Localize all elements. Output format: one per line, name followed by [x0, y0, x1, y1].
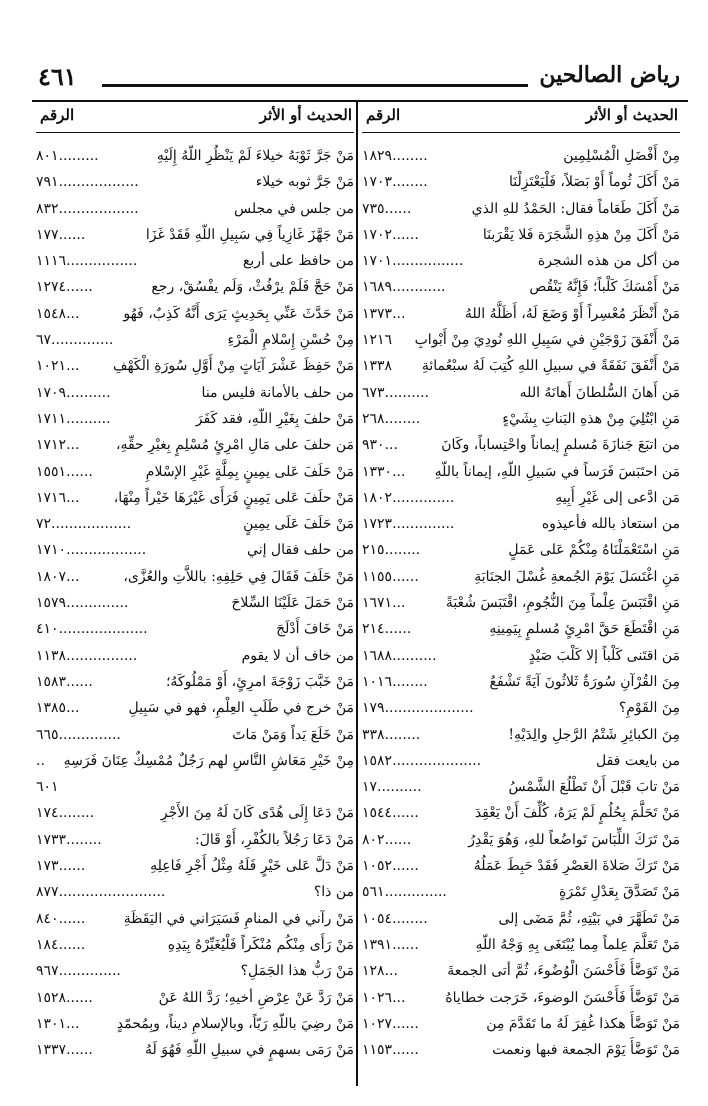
entry-text: مَنْ تَطَهَّرَ في بَيْتِهِ، ثُمَّ مَضَى إلى — [498, 910, 680, 927]
index-entry — [362, 616, 680, 642]
entry-text: مَنْ دَعَا إِلَى هُدًى كَانَ لَهُ مِنَ الأَجْرِ — [160, 805, 354, 822]
index-entry — [36, 879, 354, 905]
index-entry — [362, 748, 680, 774]
index-entry — [362, 537, 680, 563]
entry-text: مَنْ تَحَلَّمَ بِحُلُمٍ لَمْ يَرَهُ، كُلِّفَ أَنْ يَعْقِدَ — [474, 805, 680, 822]
entry-text: من خاف أن لا يقوم — [241, 647, 354, 664]
index-entry — [36, 774, 354, 800]
index-entry — [362, 327, 680, 353]
index-entry — [362, 432, 680, 458]
entry-number: ......٢١٤ — [362, 621, 412, 638]
entry-text: مَنِ اقْتَطَعَ حَقَّ امْرِئٍ مُسلمٍ بِيَمِينِهِ — [489, 621, 680, 638]
entry-text: مَن حلفَ على مَالِ امْرِئٍ مُسْلِمٍ بِغيْرِ حقِّهِ، — [115, 437, 354, 454]
entry-text: مَنْ حَلَفَ فَقَالَ فِي حَلِفِهِ: باللاَّتِ والعُزَّى، — [123, 568, 354, 585]
book-title: رياض الصالحين — [539, 62, 680, 88]
entry-text: مَنْ تَرَكَ صَلاةَ العَصْرِ فَقَدْ حَبِطَ عَمَلُهُ — [473, 858, 680, 875]
entry-number: ................١١١٦ — [36, 253, 138, 270]
entry-number: ..................٧٩١ — [36, 174, 139, 191]
entry-text: مَنْ جَرَّ ثوبه خيلاء — [255, 174, 354, 191]
index-entry — [362, 1011, 680, 1037]
entry-number: ..............١٧٢٣ — [362, 516, 455, 533]
entry-number: ........١٠٥٤ — [362, 910, 428, 927]
entry-number: ...١٦٧١ — [362, 595, 406, 612]
entry-number: ١٢١٦ — [362, 332, 393, 349]
entry-number: ..............٩٦٧ — [36, 963, 121, 980]
index-column-right — [362, 100, 680, 1063]
entry-number: ......١٠٢٧ — [362, 1015, 419, 1032]
entry-text: مَنْ دَلَّ عَلى خَيْرٍ فَلَهُ مِثْلُ أَجْرِ فَاعِلِهِ — [150, 858, 354, 875]
entry-number: ..........٦٧٣ — [362, 384, 430, 401]
column-label: الحديث أو الأثر — [585, 106, 678, 124]
entry-number: ........١٠١٦ — [362, 673, 428, 690]
index-rows-right — [362, 143, 680, 1063]
index-entry — [362, 590, 680, 616]
entry-text: مَنِ ابْتُلِيَ مِنْ هذهِ البَناتِ بِشَيْءٍ — [502, 410, 680, 427]
index-entry — [362, 143, 680, 169]
index-entry — [36, 564, 354, 590]
entry-number: ....................٤١٠ — [36, 621, 148, 638]
entry-text: مَنْ حَلَفَ عَلَى يمِينٍ — [243, 516, 354, 533]
entry-number: ........١٨٢٩ — [362, 148, 428, 164]
entry-number: .........٨٠١ — [36, 148, 99, 164]
index-column-left — [36, 100, 354, 1063]
entry-number: ..................٨٣٢ — [36, 200, 139, 217]
index-entry — [362, 722, 680, 748]
entry-text: من حلف فقال إني — [247, 542, 354, 559]
entry-number: ......١٨٤ — [36, 936, 86, 953]
entry-text: مَنْ خَلَعَ يَداً وَمَنْ مَاتَ — [232, 726, 354, 743]
entry-text: من اتبَعَ جَنازَةَ مُسلمٍ إيماناً واحْتِساباً، وكَانَ — [441, 437, 680, 454]
entry-number: ..............١٨٠٢ — [362, 489, 455, 506]
header-rule — [102, 84, 528, 87]
entry-number: ..........١٧ — [362, 779, 422, 796]
entry-number: ٦٠١ — [36, 779, 59, 796]
entry-text: من ذا؟ — [313, 884, 354, 901]
entry-text: مَنْ حَجَّ فَلَمْ يرْفُثْ، وَلَم يفْسُقْ، رجع — [151, 279, 354, 296]
entry-number: ........١٧٣٣ — [36, 831, 102, 848]
entry-text: مَنْ رضِيَ باللّهِ رَبّاً، وبالإسلامِ ديناً، وبِمُحمّدٍ — [116, 1015, 354, 1032]
index-entry — [36, 827, 354, 853]
index-entry — [36, 248, 354, 274]
entry-number: ......١٥٢٨ — [36, 989, 93, 1006]
entry-number: ..............٦٧ — [36, 332, 114, 349]
entry-number: ...١٨٠٧ — [36, 568, 80, 585]
entry-text: مَن ادَّعى إلى غَيْرِ أَبِيهِ — [555, 489, 680, 506]
index-entry — [36, 353, 354, 379]
entry-text: من بايعت فقل — [596, 752, 680, 769]
entry-number: ..................١٧١٠ — [36, 542, 147, 559]
index-entry — [36, 853, 354, 879]
index-entry — [362, 906, 680, 932]
entry-number: ......١٥٤٤ — [362, 805, 419, 822]
index-entry — [362, 406, 680, 432]
entry-number: ......١٣٩١ — [362, 936, 419, 953]
column-label: الحديث أو الأثر — [259, 106, 352, 124]
entry-text: مَن أَهانَ السُّلطانَ أَهانَهُ الله — [519, 384, 680, 401]
index-entry — [36, 274, 354, 300]
entry-number: ..........١٧١١ — [36, 410, 111, 427]
entry-number: ......١٢٧٤ — [36, 279, 93, 296]
page-header — [32, 60, 688, 100]
entry-text: مَنْ جَهَّزَ غَازِياً فِي سَبِيلِ اللّهِ فَقَدْ غَزَا — [145, 226, 354, 243]
index-entry — [36, 327, 354, 353]
entry-number: ......١٧٧ — [36, 226, 86, 243]
index-entry — [362, 827, 680, 853]
entry-number: ...١٧١٦ — [36, 489, 80, 506]
index-entry — [362, 169, 680, 195]
page-number: ٤٦١ — [38, 62, 77, 91]
index-rows-left — [36, 143, 354, 1063]
index-entry — [36, 511, 354, 537]
index-entry — [36, 1037, 354, 1063]
index-entry — [36, 800, 354, 826]
entry-number: ......١٥٨٣ — [36, 673, 93, 690]
entry-text: مَنْ حلفَ بِغَيْرِ اللّهِ، فقد كَفَرَ — [195, 410, 354, 427]
entry-text: مَنْ تَوَضَّأَ فَأَحْسَنَ الوضوءَ، خَرَجت خطاياهُ — [445, 989, 680, 1006]
entry-text: مَنْ أَكَلَ طَعَاماً فقال: الحَمْدُ للهِ الذي — [471, 200, 680, 217]
index-entry — [362, 301, 680, 327]
entry-number: .. — [36, 752, 45, 769]
entry-text: مِنَ القُرْآنِ سُورَةٌ ثَلاثُونَ آيَةً تَشْفَعُ — [489, 673, 680, 690]
index-entry — [36, 406, 354, 432]
entry-number: ...١٧١٢ — [36, 437, 80, 454]
index-entry — [36, 985, 354, 1011]
index-entry — [362, 800, 680, 826]
entry-text: من استعاذ بالله فأعيذوه — [541, 516, 680, 533]
entry-text: مَنْ رَبُّ هذا الجَمَلِ؟ — [240, 963, 354, 980]
entry-text: مَن احتَبَسَ فَرَساً في سَبيلِ اللّهِ، إيماناً باللّهِ — [434, 463, 680, 480]
entry-number: ...١٠٢٦ — [362, 989, 406, 1006]
index-entry — [362, 222, 680, 248]
column-header-left — [36, 100, 354, 133]
entry-number: ................١١٣٨ — [36, 647, 138, 664]
index-entry — [36, 459, 354, 485]
entry-text: مَنْ حَفِظَ عَشْرَ آيَاتٍ مِنْ أَوَّلِ سُورَةِ الْكَهْفِ — [112, 358, 354, 375]
entry-text: مَنْ حَمَلَ عَلَيْنَا السِّلاحَ — [231, 595, 354, 612]
index-entry — [362, 459, 680, 485]
index-entry — [36, 590, 354, 616]
entry-text: مَنْ تَصَدَّقَ بِعَدْلِ تَمْرَةٍ — [559, 884, 680, 901]
index-entry — [36, 722, 354, 748]
entry-text: مَنْ حَدَّثَ عَنِّي بِحَدِيثٍ يَرَى أَنَّهُ كَذِبٌ، فَهُو — [123, 305, 354, 322]
entry-text: مَنْ تَوَضَّأَ يَوْمَ الجمعة فبها ونعمت — [492, 1042, 680, 1059]
entry-number: ........................٨٧٧ — [36, 884, 166, 901]
index-entry — [36, 906, 354, 932]
entry-number: ...١٣٠١ — [36, 1015, 80, 1032]
entry-number: ...١٥٤٨ — [36, 305, 80, 322]
entry-number: ........٣٣٨ — [362, 726, 421, 743]
entry-text: مَنْ حلَفَ عَلى يَمِينٍ فَرَأَى غَيْرَهَا خَيْراً مِنْهَا، — [113, 489, 354, 506]
entry-text: مَنْ رَدَّ عَنْ عِرْضِ أخيهِ؛ رَدَّ اللهُ عَنْ — [158, 989, 354, 1006]
index-entry — [362, 643, 680, 669]
index-entry — [36, 958, 354, 984]
entry-text: مَن اقتَنى كَلْباً إلا كَلْبَ صَيْدٍ — [528, 647, 680, 664]
entry-number: ..........١٧٠٩ — [36, 384, 111, 401]
index-entry — [362, 564, 680, 590]
entry-text: مِنْ أَفْضَلِ الْمُسْلِمِين — [563, 148, 680, 164]
index-entry — [362, 353, 680, 379]
entry-text: من حلف بالأمانة فليس منا — [201, 384, 354, 401]
entry-number: ........٢١٥ — [362, 542, 421, 559]
index-entry — [362, 274, 680, 300]
entry-text: مَنْ رَمَى بسهمٍ في سبيلِ اللّهِ فَهُوَ لَهُ — [145, 1042, 354, 1059]
index-entry — [36, 196, 354, 222]
entry-text — [61, 774, 354, 800]
entry-text: مَنْ خرج في طَلَبِ العِلْمِ، فهو في سَبِيلِ — [128, 700, 354, 717]
index-entry — [362, 853, 680, 879]
entry-number: ......١٧٠٢ — [362, 226, 419, 243]
index-entry — [362, 985, 680, 1011]
entry-text: مَنِ اقْتَبَسَ عِلْماً مِنَ النُّجُومِ، اقْتَبَسَ شُعْبَةً — [445, 595, 680, 612]
index-entry — [36, 301, 354, 327]
entry-number: ...١٣٨٥ — [36, 700, 80, 717]
entry-text: مِنْ حُسْنِ إِسْلامِ الْمَرْءِ — [227, 332, 354, 349]
index-entry — [36, 1011, 354, 1037]
entry-text: مَنْ تَوَضَّأَ هكذا غُفِرَ لَهُ ما تَقَدَّمَ مِن — [486, 1015, 680, 1032]
entry-text: مَنْ خَبَّبَ زَوْجَةَ امرِئٍ، أَوْ مَمْلُوكَهُ؛ — [165, 673, 354, 690]
entry-number: ..................٧٢ — [36, 516, 132, 533]
entry-number: ......١٧٣ — [36, 858, 86, 875]
index-entry — [36, 485, 354, 511]
index-entry — [362, 932, 680, 958]
index-entry — [362, 485, 680, 511]
entry-number: ...٩٣٠ — [362, 437, 398, 454]
index-entry — [362, 958, 680, 984]
index-entry — [362, 196, 680, 222]
entry-text: مَنْ رآني في المنامِ فَسَيَرَاني في اليَقَظَةِ — [123, 910, 354, 927]
entry-number: ..............١٥٧٩ — [36, 595, 129, 612]
column-number-label: الرقم — [40, 106, 75, 124]
entry-text: مَنِ اسْتَعْمَلْنَاهُ مِنْكُمْ عَلى عَمَلٍ — [508, 542, 680, 559]
entry-text: مَنْ تَوَضَّأَ فَأَحْسَنَ الْوُضُوءَ، ثُمَّ أتى الجمعةَ — [447, 963, 680, 980]
entry-number: ......١١٥٣ — [362, 1042, 419, 1059]
entry-number: ..............٦٦٥ — [36, 726, 121, 743]
index-entry — [36, 380, 354, 406]
index-entry — [362, 248, 680, 274]
index-entry — [36, 643, 354, 669]
column-header-right — [362, 100, 680, 133]
entry-text: مَنْ أَنْفَقَ نَفَقَةً في سبيلِ اللهِ كُتِبَ لَهُ سبْعُمائةِ — [421, 358, 680, 375]
entry-number: ......٧٣٥ — [362, 200, 412, 217]
entry-text: من حافظ على أربع — [242, 253, 354, 270]
entry-text: مِنَ الكبائِرِ شَتْمُ الرَّجلِ والِدَيْهِ! — [508, 726, 680, 743]
index-entry — [362, 669, 680, 695]
entry-text: مَنْ أَكَلَ ثُوماً أَوْ بَصَلاً، فَلْيَعْتَزِلْنَا — [508, 174, 680, 191]
index-entry — [36, 748, 354, 774]
entry-number: ...١٣٣٠ — [362, 463, 406, 480]
entry-text: مَنْ تَرَكَ اللِّبَاسَ تَواضُعاً للهِ، وَهُوَ يَقْدِرُ — [468, 831, 680, 848]
index-entry — [36, 616, 354, 642]
entry-number: ...١٢٨ — [362, 963, 398, 980]
index-entry — [362, 774, 680, 800]
index-entry — [36, 932, 354, 958]
index-entry — [36, 537, 354, 563]
index-entry — [362, 1037, 680, 1063]
index-entry — [362, 695, 680, 721]
entry-text: مِنْ خَيْرِ مَعَاشِ النَّاسِ لهم رَجُلٌ مُمْسِكٌ عِنَانَ فَرَسِهِ — [63, 752, 354, 769]
entry-number: ......١٠٥٢ — [362, 858, 419, 875]
entry-text: مَنْ أَنْظَرَ مُعْسِراً أَوْ وَضَعَ لَهُ، أَظَلَّهُ اللهُ — [464, 305, 680, 322]
entry-text: مَنْ جَرَّ ثَوْبَهُ خيلاءَ لَمْ يَنْظُرِ اللّهُ إِلَيْهِ — [156, 148, 354, 164]
entry-number: ........١٧٤ — [36, 805, 95, 822]
column-divider — [356, 100, 358, 1086]
entry-number: ....................١٥٨٢ — [362, 752, 482, 769]
entry-number: ........١٧٠٣ — [362, 174, 428, 191]
index-entry — [36, 222, 354, 248]
entry-number: ..........١٦٨٨ — [362, 647, 437, 664]
index-entry — [36, 669, 354, 695]
entry-number: ........٢٦٨ — [362, 410, 421, 427]
entry-number: ......٨٠٢ — [362, 831, 412, 848]
entry-number: ......١٥٥١ — [36, 463, 93, 480]
index-entry — [362, 380, 680, 406]
entry-number: ١٣٣٨ — [362, 358, 393, 375]
entry-text: مَنْ رَأَى مِنْكُم مُنْكَراً فَلْيُغَيِّرْهُ بِيَدِهِ — [167, 936, 354, 953]
index-entry — [362, 511, 680, 537]
index-entry — [36, 143, 354, 169]
entry-text: مَنْ أَمْسَكَ كَلْباً؛ فَإِنَّهُ يَنْقُص — [529, 279, 680, 296]
entry-text: مِنَ القَوْمِ؟ — [618, 700, 680, 717]
entry-number: ......٨٤٠ — [36, 910, 86, 927]
entry-text: مَنْ تابَ قَبْلَ أَنْ تَطْلُعَ الشَّمْسُ — [508, 779, 680, 796]
index-entry — [36, 432, 354, 458]
index-entry — [362, 879, 680, 905]
entry-text: مَنْ دَعَا رَجُلاً بالكُفْرِ، أَوْ قَالَ: — [194, 831, 354, 848]
entry-number: ....................١٧٩ — [362, 700, 474, 717]
index-entry — [36, 695, 354, 721]
index-entry — [36, 169, 354, 195]
entry-number: ............١٦٨٩ — [362, 279, 446, 296]
entry-number: ......١١٥٥ — [362, 568, 419, 585]
entry-text: من جلس في مجلس — [233, 200, 354, 217]
entry-number: ......١٣٣٧ — [36, 1042, 93, 1059]
entry-text: مَنْ حَلَفَ عَلى يمِينٍ بِمِلَّةٍ غَيْرِ الإسْلامِ — [145, 463, 354, 480]
entry-text: مَنِ اغْتَسَلَ يَوْمَ الجُمعةِ غُسْلَ الجنَابَةِ — [474, 568, 680, 585]
entry-text: مَنْ أَكَلَ مِنْ هذِهِ الشَّجَرَة فَلا يَقْرَبنَا — [482, 226, 680, 243]
entry-text: مَنْ خَافَ أَدْلَجَ — [276, 621, 354, 638]
entry-text: من أكل من هذه الشجرة — [537, 253, 680, 270]
entry-text: مَنْ أَنْفَقَ زَوْجَيْنِ في سَبِيلِ اللهِ نُودِيَ مِنْ أَبْوابِ — [414, 332, 680, 349]
entry-number: ...١٣٧٣ — [362, 305, 406, 322]
column-number-label: الرقم — [366, 106, 401, 124]
entry-number: ................١٧٠١ — [362, 253, 464, 270]
entry-text: مَنْ تَعَلَّمَ عِلماً مِما يُبْتَغَى بِهِ وَجْهُ اللّهِ — [475, 936, 680, 953]
entry-number: ...١٠٢١ — [36, 358, 80, 375]
entry-number: ..............٥٦١ — [362, 884, 447, 901]
